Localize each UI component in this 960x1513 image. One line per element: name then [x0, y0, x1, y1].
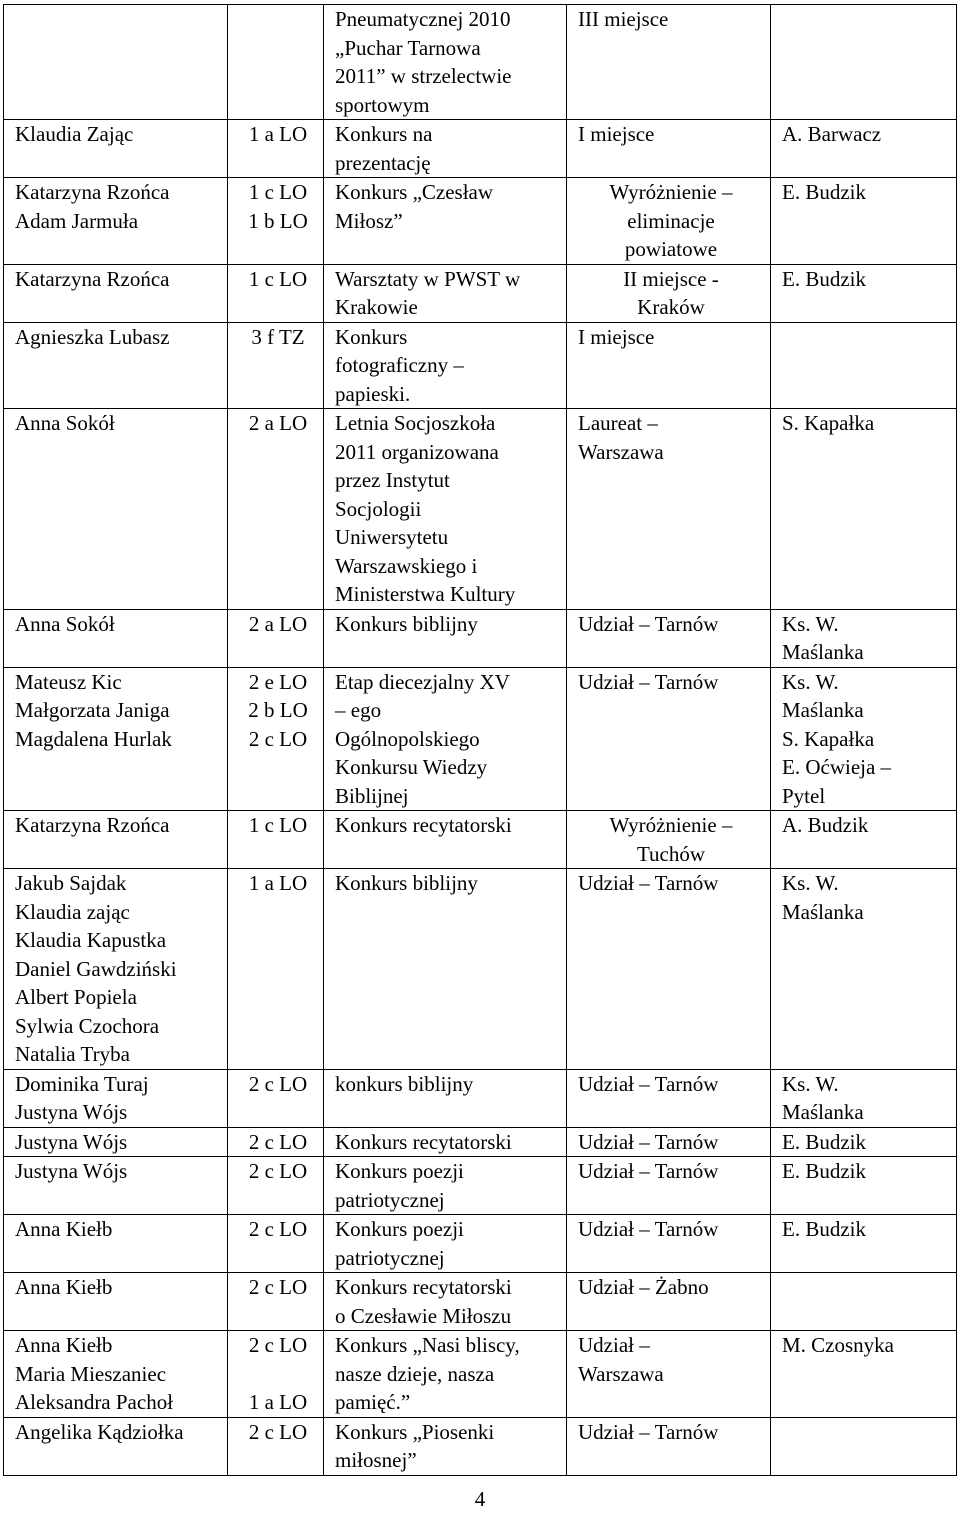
student-name-cell: [4, 264, 228, 322]
event-line: Pneumatycznej 2010: [335, 7, 511, 31]
class-label: 1 a LO: [248, 122, 308, 146]
event-cell: [324, 811, 567, 869]
table-row: [4, 1215, 957, 1273]
event-line: fotograficzny –: [335, 353, 464, 377]
class-cell: [228, 667, 324, 811]
result-line: Udział –: [578, 1333, 650, 1357]
teacher-cell: [771, 1157, 957, 1215]
event-line: Konkurs poezji: [335, 1217, 464, 1241]
student-name: Sylwia Czochora: [15, 1013, 160, 1038]
teacher-name: [782, 5, 950, 34]
result-cell: [567, 120, 771, 178]
result-cell: [567, 1417, 771, 1475]
teacher-name: [782, 1418, 950, 1447]
class-cell: [228, 811, 324, 869]
class-label: 2 a LO: [248, 611, 308, 636]
event-line: Konkurs: [335, 324, 408, 349]
result-cell: [567, 1273, 771, 1331]
class-label: 2 c LO: [248, 1217, 308, 1241]
student-name-cell: [4, 811, 228, 869]
student-name: Natalia Tryba: [15, 1042, 130, 1066]
class-label: 2 b LO: [248, 698, 308, 722]
event-line: o Czesławie Miłoszu: [335, 1303, 512, 1328]
table-row: [4, 869, 957, 1070]
student-name-cell: [4, 1417, 228, 1475]
class-label: 1 a LO: [248, 1390, 308, 1414]
class-label: 1 c LO: [248, 180, 308, 204]
student-name: Klaudia zając: [15, 899, 130, 924]
table-row: [4, 322, 957, 409]
event-cell: [324, 869, 567, 1070]
event-line: miłosnej”: [335, 1448, 417, 1472]
page-number: 4: [474, 1487, 486, 1511]
event-cell: [324, 322, 567, 409]
event-cell: [324, 1331, 567, 1418]
result-line: Udział – Tarnów: [578, 1071, 719, 1096]
class-cell: [228, 1331, 324, 1418]
event-line: Ministerstwa Kultury: [335, 582, 516, 606]
teacher-cell: [771, 1331, 957, 1418]
teacher-name: Maślanka: [782, 899, 864, 924]
student-name: Anna Kiełb: [15, 1333, 113, 1357]
student-name-cell: [4, 178, 228, 265]
teacher-cell: [771, 409, 957, 610]
teacher-name: Pytel: [782, 783, 826, 808]
student-name: Klaudia Kapustka: [15, 928, 167, 952]
teacher-name: E. Budzik: [782, 1217, 866, 1241]
class-label: 2 c LO: [248, 1159, 308, 1183]
event-line: patriotycznej: [335, 1187, 445, 1212]
class-label: 2 e LO: [248, 669, 308, 694]
teacher-name: E. Oćwieja –: [782, 755, 892, 779]
class-label: 1 b LO: [248, 208, 308, 233]
teacher-name: Ks. W.: [782, 669, 839, 694]
teacher-cell: [771, 322, 957, 409]
result-line: Laureat –: [578, 411, 658, 435]
teacher-cell: [771, 811, 957, 869]
class-label: 2 c LO: [248, 1419, 308, 1444]
student-name: Daniel Gawdziński: [15, 956, 177, 981]
student-name-cell: [4, 869, 228, 1070]
result-cell: [567, 1331, 771, 1418]
result-line: I miejsce: [578, 324, 655, 349]
student-name: Katarzyna Rzońca: [15, 180, 170, 204]
event-cell: [324, 409, 567, 610]
event-line: Miłosz”: [335, 208, 403, 233]
student-name: Anna Kiełb: [15, 1275, 113, 1299]
event-cell: [324, 1417, 567, 1475]
teacher-cell: [771, 1215, 957, 1273]
event-line: Konkurs recytatorski: [335, 1275, 512, 1299]
student-name: Katarzyna Rzońca: [15, 266, 170, 291]
result-line: eliminacje: [627, 208, 715, 233]
event-cell: [324, 1069, 567, 1127]
event-cell: [324, 1157, 567, 1215]
class-label: [239, 5, 317, 34]
teacher-name: S. Kapałka: [782, 726, 875, 751]
event-line: pamięć.”: [335, 1390, 411, 1414]
student-name: [15, 5, 221, 34]
result-cell: [567, 869, 771, 1070]
result-cell: [567, 5, 771, 120]
student-name-cell: [4, 120, 228, 178]
student-name: Justyna Wójs: [15, 1100, 128, 1124]
result-line: Warszawa: [578, 439, 664, 464]
teacher-name: A. Barwacz: [782, 122, 882, 146]
class-label: 2 c LO: [248, 1333, 308, 1357]
teacher-name: Maślanka: [782, 698, 864, 722]
event-cell: [324, 1215, 567, 1273]
result-line: Udział – Tarnów: [578, 1217, 719, 1241]
event-cell: [324, 5, 567, 120]
table-row: [4, 609, 957, 667]
student-name-cell: [4, 5, 228, 120]
student-name-cell: [4, 409, 228, 610]
student-name-cell: [4, 1157, 228, 1215]
class-cell: [228, 609, 324, 667]
class-cell: [228, 1215, 324, 1273]
event-line: – ego: [335, 698, 382, 722]
table-row: [4, 811, 957, 869]
event-cell: [324, 609, 567, 667]
result-line: Kraków: [637, 295, 705, 319]
teacher-cell: [771, 1273, 957, 1331]
result-line: III miejsce: [578, 7, 669, 31]
student-name: Małgorzata Janiga: [15, 698, 170, 722]
teacher-name: E. Budzik: [782, 266, 866, 291]
student-name-cell: [4, 1273, 228, 1331]
class-cell: [228, 1069, 324, 1127]
event-line: 2011 organizowana: [335, 439, 499, 464]
class-label: 3 f TZ: [251, 324, 305, 349]
student-name: Katarzyna Rzońca: [15, 813, 170, 837]
student-name: Dominika Turaj: [15, 1071, 149, 1096]
student-name: Agnieszka Lubasz: [15, 324, 170, 349]
event-line: Konkurs recytatorski: [335, 1129, 512, 1154]
class-cell: [228, 5, 324, 120]
event-line: Letnia Socjoszkoła: [335, 411, 496, 435]
result-cell: [567, 1069, 771, 1127]
event-line: 2011” w strzelectwie: [335, 64, 512, 88]
event-line: Etap diecezjalny XV: [335, 669, 510, 694]
class-cell: [228, 869, 324, 1070]
result-cell: [567, 609, 771, 667]
result-line: Udział – Tarnów: [578, 669, 719, 694]
student-name: Aleksandra Pachoł: [15, 1390, 174, 1414]
teacher-cell: [771, 1127, 957, 1157]
teacher-name: A. Budzik: [782, 813, 869, 837]
event-line: Konkurs „Piosenki: [335, 1419, 495, 1444]
event-cell: [324, 178, 567, 265]
event-line: nasze dzieje, nasza: [335, 1361, 495, 1386]
event-line: Konkurs biblijny: [335, 611, 478, 636]
student-name: Justyna Wójs: [15, 1129, 128, 1154]
event-line: Krakowie: [335, 295, 418, 319]
result-line: Udział – Żabno: [578, 1275, 709, 1299]
teacher-cell: [771, 667, 957, 811]
result-line: Wyróżnienie –: [609, 813, 733, 837]
class-cell: [228, 264, 324, 322]
result-cell: [567, 264, 771, 322]
class-cell: [228, 1417, 324, 1475]
teacher-name: [782, 1273, 950, 1302]
class-cell: [228, 1273, 324, 1331]
event-line: Biblijnej: [335, 783, 409, 808]
student-name-cell: [4, 609, 228, 667]
event-cell: [324, 1273, 567, 1331]
result-line: Udział – Tarnów: [578, 1419, 719, 1444]
student-name: Angelika Kądziołka: [15, 1419, 184, 1444]
class-cell: [228, 409, 324, 610]
teacher-name: Ks. W.: [782, 871, 839, 895]
student-name-cell: [4, 1331, 228, 1418]
student-name-cell: [4, 1127, 228, 1157]
event-line: sportowym: [335, 92, 430, 117]
student-name-cell: [4, 1069, 228, 1127]
student-name: Maria Mieszaniec: [15, 1361, 167, 1386]
student-name: Klaudia Zając: [15, 122, 134, 146]
teacher-name: Ks. W.: [782, 1071, 839, 1096]
table-row: [4, 667, 957, 811]
result-line: II miejsce -: [623, 266, 719, 291]
student-name: Jakub Sajdak: [15, 871, 127, 895]
class-cell: [228, 1127, 324, 1157]
table-row: [4, 1157, 957, 1215]
result-line: Udział – Tarnów: [578, 871, 719, 895]
student-name: Anna Kiełb: [15, 1217, 113, 1241]
table-row: [4, 120, 957, 178]
table-row: [4, 1069, 957, 1127]
teacher-cell: [771, 1069, 957, 1127]
table-row: [4, 1127, 957, 1157]
result-cell: [567, 178, 771, 265]
event-cell: [324, 264, 567, 322]
achievements-table: [3, 4, 957, 1476]
teacher-name: [782, 323, 950, 352]
table-row: [4, 1273, 957, 1331]
student-name: Justyna Wójs: [15, 1159, 128, 1183]
class-label: [239, 1360, 317, 1389]
class-label: 1 c LO: [248, 266, 308, 291]
teacher-cell: [771, 1417, 957, 1475]
student-name: Mateusz Kic: [15, 669, 122, 694]
result-cell: [567, 667, 771, 811]
class-cell: [228, 1157, 324, 1215]
event-line: Konkurs biblijny: [335, 871, 478, 895]
class-cell: [228, 120, 324, 178]
result-cell: [567, 1127, 771, 1157]
event-line: Konkurs na: [335, 122, 433, 146]
table-body: [4, 5, 957, 1476]
student-name-cell: [4, 1215, 228, 1273]
event-line: Uniwersytetu: [335, 525, 449, 549]
result-cell: [567, 1215, 771, 1273]
class-label: 2 c LO: [248, 726, 308, 751]
student-name: Adam Jarmuła: [15, 208, 139, 233]
class-label: 2 c LO: [248, 1071, 308, 1096]
table-row: [4, 5, 957, 120]
teacher-cell: [771, 264, 957, 322]
teacher-name: E. Budzik: [782, 180, 866, 204]
event-line: Konkurs „Czesław: [335, 180, 494, 204]
event-line: konkurs biblijny: [335, 1071, 474, 1096]
result-cell: [567, 409, 771, 610]
teacher-name: S. Kapałka: [782, 411, 875, 435]
teacher-name: E. Budzik: [782, 1159, 866, 1183]
event-line: Konkursu Wiedzy: [335, 755, 488, 779]
event-line: Konkurs poezji: [335, 1159, 464, 1183]
result-line: Tuchów: [636, 841, 706, 866]
event-line: przez Instytut: [335, 468, 450, 492]
event-cell: [324, 667, 567, 811]
table-row: [4, 409, 957, 610]
table-row: [4, 264, 957, 322]
teacher-cell: [771, 609, 957, 667]
result-cell: [567, 1157, 771, 1215]
student-name: Anna Sokół: [15, 411, 115, 435]
class-label: 2 c LO: [248, 1129, 308, 1154]
event-line: Socjologii: [335, 496, 422, 521]
table-row: [4, 1417, 957, 1475]
event-line: prezentację: [335, 150, 431, 175]
result-cell: [567, 322, 771, 409]
event-line: patriotycznej: [335, 1245, 445, 1270]
result-line: Udział – Tarnów: [578, 1159, 719, 1183]
student-name: Anna Sokół: [15, 611, 115, 636]
student-name: Albert Popiela: [15, 985, 137, 1009]
class-label: 1 a LO: [248, 871, 308, 895]
class-label: 1 c LO: [248, 813, 308, 837]
event-cell: [324, 1127, 567, 1157]
teacher-cell: [771, 5, 957, 120]
result-cell: [567, 811, 771, 869]
class-label: 2 c LO: [248, 1275, 308, 1299]
table-row: [4, 178, 957, 265]
event-line: papieski.: [335, 381, 411, 406]
student-name-cell: [4, 667, 228, 811]
event-line: Konkurs recytatorski: [335, 813, 512, 837]
teacher-cell: [771, 869, 957, 1070]
class-cell: [228, 178, 324, 265]
event-line: Warszawskiego i: [335, 553, 478, 578]
result-line: Warszawa: [578, 1361, 664, 1386]
event-line: Warsztaty w PWST w: [335, 266, 521, 291]
teacher-name: M. Czosnyka: [782, 1333, 894, 1357]
result-line: Udział – Tarnów: [578, 611, 719, 636]
event-line: Konkurs „Nasi bliscy,: [335, 1333, 520, 1357]
teacher-cell: [771, 178, 957, 265]
teacher-cell: [771, 120, 957, 178]
event-cell: [324, 120, 567, 178]
table-row: [4, 1331, 957, 1418]
event-line: „Puchar Tarnowa: [335, 35, 481, 60]
class-label: 2 a LO: [248, 411, 308, 435]
teacher-name: Maślanka: [782, 640, 864, 664]
student-name: Magdalena Hurlak: [15, 726, 172, 751]
result-line: I miejsce: [578, 122, 655, 146]
result-line: Udział – Tarnów: [578, 1129, 719, 1154]
class-cell: [228, 322, 324, 409]
teacher-name: E. Budzik: [782, 1129, 866, 1154]
result-line: Wyróżnienie –: [609, 180, 733, 204]
teacher-name: Ks. W.: [782, 611, 839, 636]
result-line: powiatowe: [624, 237, 718, 261]
event-line: Ogólnopolskiego: [335, 726, 480, 751]
student-name-cell: [4, 322, 228, 409]
teacher-name: Maślanka: [782, 1100, 864, 1124]
